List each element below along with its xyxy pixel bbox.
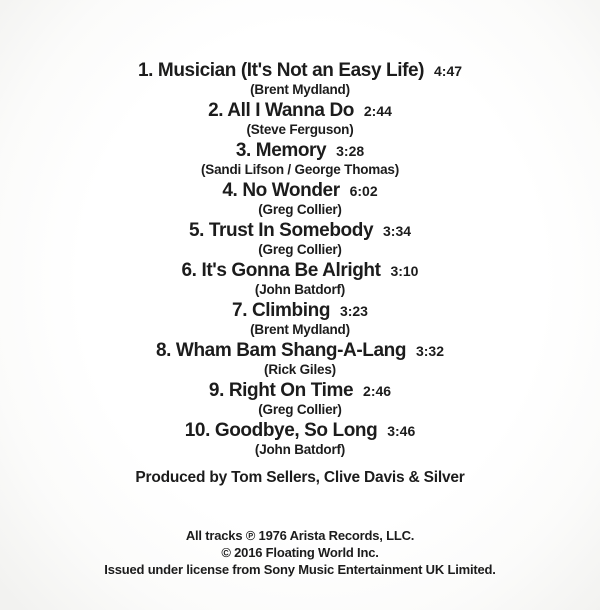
copyright-line: © 2016 Floating World Inc.	[221, 545, 379, 560]
track-title: No Wonder	[242, 180, 340, 201]
track-credit: (Brent Mydland)	[250, 322, 350, 337]
track-duration: 3:28	[336, 143, 365, 159]
track-title-line	[0, 340, 600, 362]
license-line: Issued under license from Sony Music Entertainment UK Limited.	[104, 562, 496, 577]
track-title-line	[0, 300, 600, 322]
track-item	[0, 220, 600, 257]
track-item	[0, 420, 600, 457]
track-title-line	[0, 60, 600, 82]
track-title-line	[0, 180, 600, 202]
track-duration: 4:47	[434, 63, 463, 79]
track-title-line	[0, 100, 600, 122]
track-number: 4.	[222, 180, 238, 201]
track-credit: (John Batdorf)	[254, 282, 346, 297]
track-title: Musician (It's Not an Easy Life)	[157, 60, 425, 81]
track-duration: 3:23	[339, 303, 368, 319]
track-title-line	[0, 140, 600, 162]
track-duration: 3:32	[415, 343, 445, 359]
track-credit: (Brent Mydland)	[250, 82, 350, 97]
track-number: 1.	[137, 60, 153, 81]
track-title: Right On Time	[228, 380, 354, 401]
track-title: Memory	[255, 140, 327, 161]
track-credit: (Steve Ferguson)	[246, 122, 354, 137]
track-credit: (Sandi Lifson / George Thomas)	[200, 162, 400, 177]
phonogram-copyright-line: All tracks ℗ 1976 Arista Records, LLC.	[185, 528, 415, 543]
track-title: Climbing	[251, 300, 331, 321]
track-duration: 6:02	[349, 183, 378, 199]
track-credit: (John Batdorf)	[254, 442, 346, 457]
track-item	[0, 100, 600, 137]
track-item	[0, 300, 600, 337]
track-item	[0, 340, 600, 377]
track-duration: 2:44	[363, 103, 392, 119]
track-number: 7.	[232, 300, 248, 321]
track-number: 9.	[208, 380, 224, 401]
track-title: Goodbye, So Long	[214, 420, 378, 441]
track-title-line	[0, 260, 600, 282]
track-title: It's Gonna Be Alright	[201, 260, 381, 281]
track-duration: 3:46	[387, 423, 416, 439]
track-item	[0, 260, 600, 297]
track-item	[0, 380, 600, 417]
track-number: 10.	[184, 420, 210, 441]
track-title-line	[0, 420, 600, 442]
track-title-line	[0, 380, 600, 402]
track-duration: 2:46	[363, 383, 392, 399]
track-item	[0, 140, 600, 177]
track-item	[0, 60, 600, 97]
track-number: 5.	[188, 220, 204, 241]
track-title: Trust In Somebody	[208, 220, 374, 241]
track-item	[0, 180, 600, 217]
track-number: 2.	[208, 100, 224, 121]
produced-by-credit: Produced by Tom Sellers, Clive Davis & Silver	[135, 469, 465, 486]
track-credit: (Greg Collier)	[258, 202, 342, 217]
track-number: 3.	[235, 140, 251, 161]
track-title: Wham Bam Shang-A-Lang	[175, 340, 407, 361]
track-duration: 3:10	[390, 263, 419, 279]
track-credit: (Rick Giles)	[264, 362, 336, 377]
track-title: All I Wanna Do	[227, 100, 354, 121]
track-credit: (Greg Collier)	[258, 402, 342, 417]
track-credit: (Greg Collier)	[258, 242, 342, 257]
track-title-line	[0, 220, 600, 242]
track-number: 6.	[181, 260, 197, 281]
track-number: 8.	[155, 340, 172, 361]
copyright-footer	[0, 527, 600, 578]
track-duration: 3:34	[383, 223, 412, 239]
